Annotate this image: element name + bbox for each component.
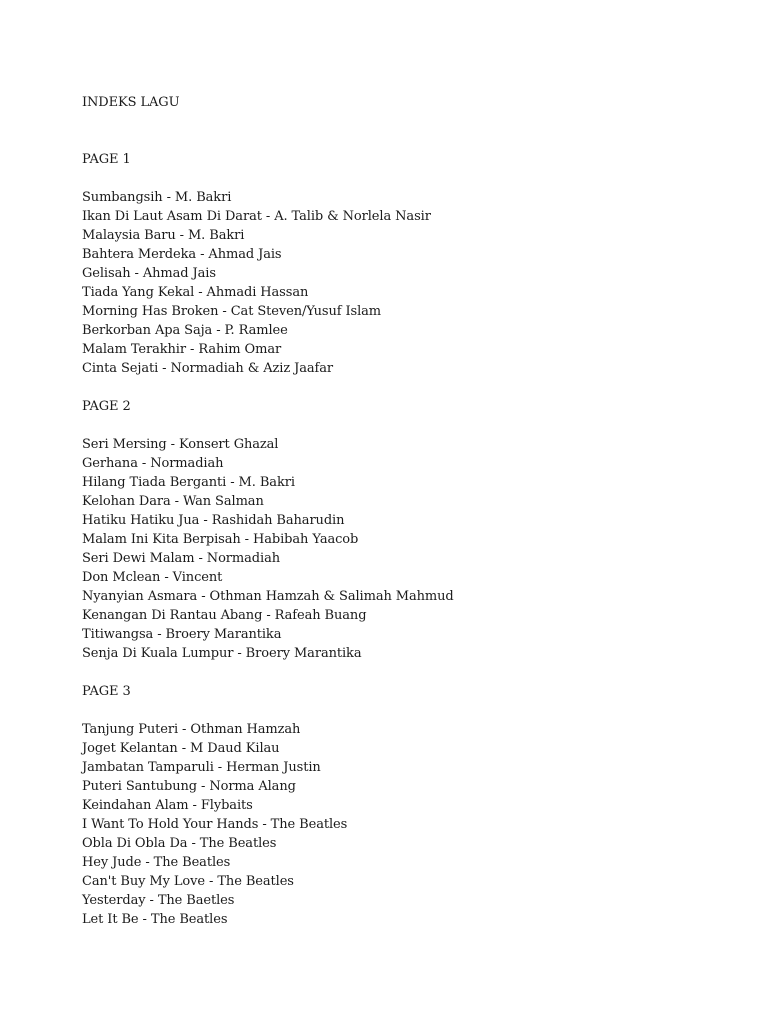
song-entry: Senja Di Kuala Lumpur - Broery Marantika bbox=[82, 646, 362, 661]
song-entry: Malaysia Baru - M. Bakri bbox=[82, 228, 245, 243]
song-entry: Jambatan Tamparuli - Herman Justin bbox=[82, 760, 321, 775]
song-entry: Malam Terakhir - Rahim Omar bbox=[82, 342, 282, 357]
song-entry: Bahtera Merdeka - Ahmad Jais bbox=[82, 247, 282, 262]
section-page-2 bbox=[82, 397, 722, 663]
song-entry: Malam Ini Kita Berpisah - Habibah Yaacob bbox=[82, 532, 359, 547]
song-entry: Ikan Di Laut Asam Di Darat - A. Talib & Norlela Nasir bbox=[82, 209, 431, 224]
song-list bbox=[82, 435, 722, 663]
song-entry: Hey Jude - The Beatles bbox=[82, 855, 231, 870]
song-entry: Titiwangsa - Broery Marantika bbox=[82, 627, 282, 642]
song-entry: Obla Di Obla Da - The Beatles bbox=[82, 836, 277, 851]
song-entry: Nyanyian Asmara - Othman Hamzah & Salimah Mahmud bbox=[82, 589, 454, 604]
song-entry: Kelohan Dara - Wan Salman bbox=[82, 494, 264, 509]
song-entry: Morning Has Broken - Cat Steven/Yusuf Islam bbox=[82, 304, 382, 319]
song-entry: Cinta Sejati - Normadiah & Aziz Jaafar bbox=[82, 361, 334, 376]
song-entry: Yesterday - The Baetles bbox=[82, 893, 235, 908]
song-entry: Seri Mersing - Konsert Ghazal bbox=[82, 437, 279, 452]
song-entry: Keindahan Alam - Flybaits bbox=[82, 798, 253, 813]
song-list bbox=[82, 188, 722, 378]
song-entry: Don Mclean - Vincent bbox=[82, 570, 223, 585]
song-entry: Can't Buy My Love - The Beatles bbox=[82, 874, 294, 889]
song-entry: Tiada Yang Kekal - Ahmadi Hassan bbox=[82, 285, 309, 300]
song-entry: Let It Be - The Beatles bbox=[82, 912, 228, 927]
section-heading: PAGE 2 bbox=[82, 399, 131, 414]
song-entry: Berkorban Apa Saja - P. Ramlee bbox=[82, 323, 288, 338]
song-entry: Gelisah - Ahmad Jais bbox=[82, 266, 216, 281]
section-heading: PAGE 1 bbox=[82, 152, 131, 167]
song-entry: Puteri Santubung - Norma Alang bbox=[82, 779, 296, 794]
song-list bbox=[82, 720, 722, 929]
song-entry: Hatiku Hatiku Jua - Rashidah Baharudin bbox=[82, 513, 345, 528]
song-entry: Seri Dewi Malam - Normadiah bbox=[82, 551, 280, 566]
song-entry: Gerhana - Normadiah bbox=[82, 456, 224, 471]
section-page-3 bbox=[82, 682, 722, 929]
song-entry: I Want To Hold Your Hands - The Beatles bbox=[82, 817, 348, 832]
song-entry: Tanjung Puteri - Othman Hamzah bbox=[82, 722, 301, 737]
song-entry: Hilang Tiada Berganti - M. Bakri bbox=[82, 475, 295, 490]
document-title: INDEKS LAGU bbox=[82, 95, 180, 110]
song-entry: Joget Kelantan - M Daud Kilau bbox=[82, 741, 280, 756]
song-entry: Kenangan Di Rantau Abang - Rafeah Buang bbox=[82, 608, 367, 623]
song-entry: Sumbangsih - M. Bakri bbox=[82, 190, 232, 205]
document-page bbox=[82, 93, 722, 948]
section-page-1 bbox=[82, 150, 722, 378]
section-heading: PAGE 3 bbox=[82, 684, 131, 699]
